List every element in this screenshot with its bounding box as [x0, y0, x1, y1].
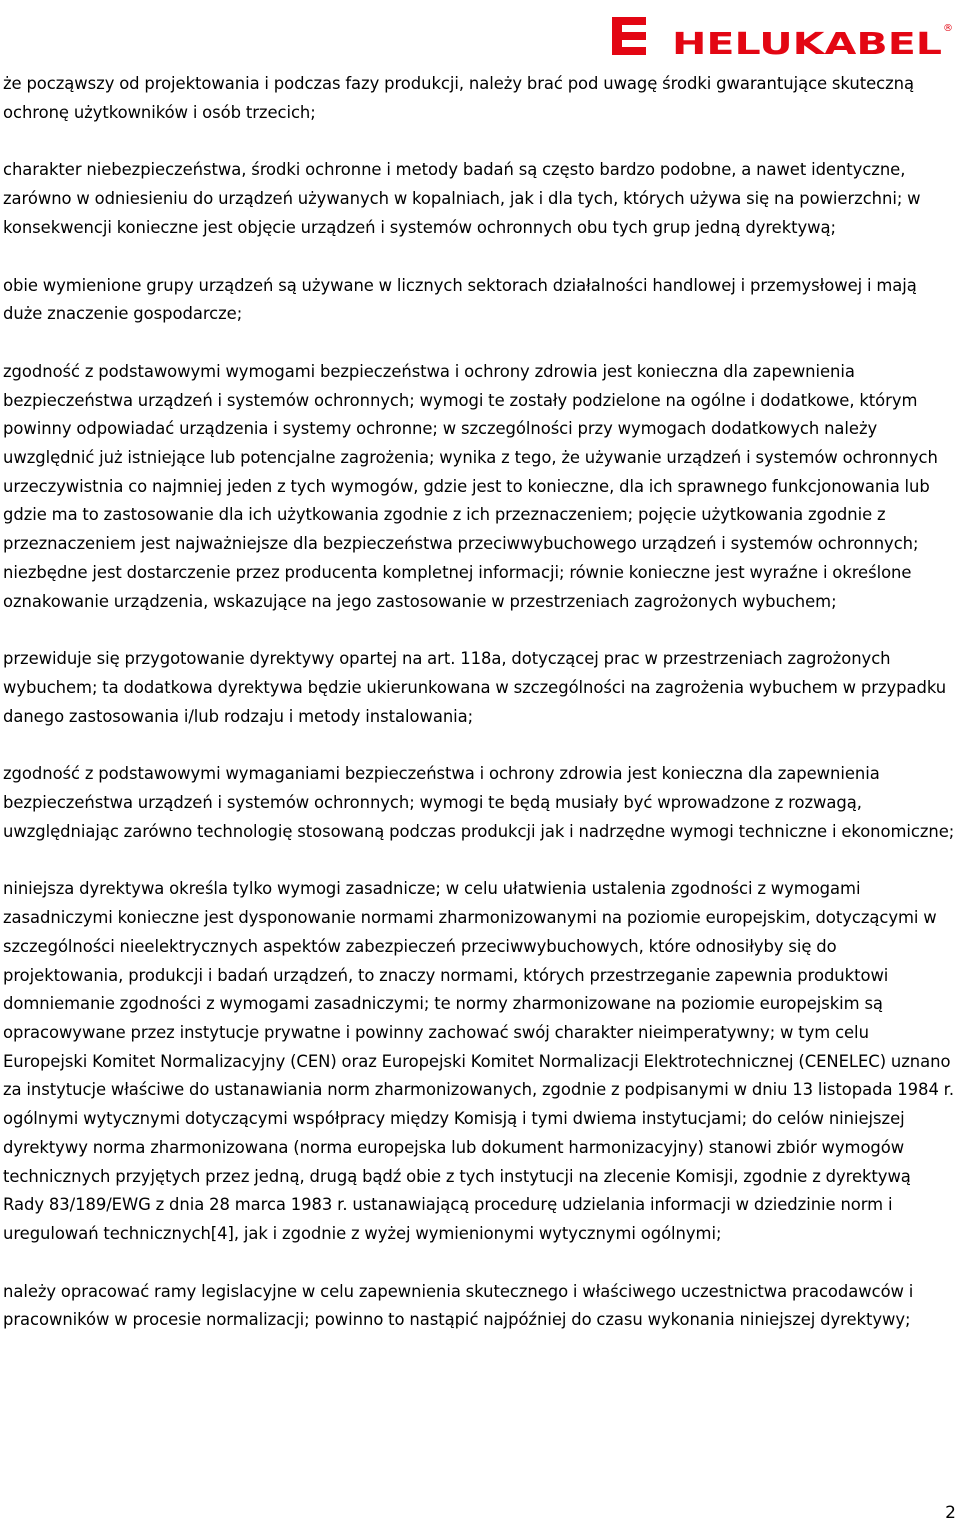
document-body	[3, 70, 955, 1364]
logo-wordmark: HELUKABEL	[672, 27, 942, 58]
paragraph-2: charakter niebezpieczeństwa, środki ochronne i metody badań są często bardzo podobne, a nawet identyczne, zarówno w odniesieniu do urządzeń używanych w kopalniach, jak i dla tych, których używa się na powierzchni; w konsekwencji konieczne jest objęcie urządzeń i systemów ochronnych obu tych grup jedną dyrektywą;	[3, 160, 921, 237]
helukabel-logo-graphic	[610, 16, 954, 58]
helukabel-logo	[610, 16, 954, 58]
page-number: 2	[945, 1503, 956, 1523]
paragraph-8: należy opracować ramy legislacyjne w celu zapewnienia skutecznego i właściwego uczestnictwa pracodawców i pracowników w procesie normalizacji; powinno to nastąpić najpóźniej do czasu wykonania niniejszej dyrektywy;	[3, 1281, 914, 1330]
registered-mark: ®	[943, 23, 953, 34]
paragraph-4: zgodność z podstawowymi wymogami bezpieczeństwa i ochrony zdrowia jest konieczna dla zapewnienia bezpieczeństwa urządzeń i systemów ochronnych; wymogi te zostały podzielone na ogólne i dodatkowe, którym powinny odpowiadać urządzenia i systemy ochronne; w szczególności przy wymogach dodatkowych należy uwzględnić już istniejące lub potencjalne zagrożenia; wynika z tego, że używanie urządzeń i systemów ochronnych urzeczywistnia co najmniej jeden z tych wymogów, gdzie jest to konieczne, dla ich sprawnego funkcjonowania lub gdzie ma to zastosowanie dla ich użytkowania zgodnie z ich przeznaczeniem; pojęcie użytkowania zgodnie z przeznaczeniem jest najważniejsze dla bezpieczeństwa przeciwwybuchowego urządzeń i systemów ochronnych; niezbędne jest dostarczenie przez producenta kompletnej informacji; równie konieczne jest wyraźne i określone oznakowanie urządzenia, wskazujące na jego zastosowanie w przestrzeniach zagrożonych wybuchem;	[3, 361, 938, 611]
paragraph-1: że począwszy od projektowania i podczas fazy produkcji, należy brać pod uwagę środki gwarantujące skuteczną ochronę użytkowników i osób trzecich;	[3, 74, 914, 122]
logo-emblem	[612, 17, 646, 55]
paragraph-6: zgodność z podstawowymi wymaganiami bezpieczeństwa i ochrony zdrowia jest konieczna dla zapewnienia bezpieczeństwa urządzeń i systemów ochronnych; wymogi te będą musiały być wprowadzone z rozwagą, uwzględniając zarówno technologię stosowaną podczas produkcji jak i nadrzędne wymogi techniczne i ekonomiczne;	[3, 764, 955, 841]
paragraph-3: obie wymienione grupy urządzeń są używane w licznych sektorach działalności handlowej i przemysłowej i mają duże znaczenie gospodarcze;	[3, 275, 917, 324]
paragraph-5: przewiduje się przygotowanie dyrektywy opartej na art. 118a, dotyczącej prac w przestrzeniach zagrożonych wybuchem; ta dodatkowa dyrektywa będzie ukierunkowana w szczególności na zagrożenia wybuchem w przypadku danego zastosowania i/lub rodzaju i metody instalowania;	[3, 649, 947, 726]
paragraph-7: niniejsza dyrektywa określa tylko wymogi zasadnicze; w celu ułatwienia ustalenia zgodności z wymogami zasadniczymi konieczne jest dysponowanie normami zharmonizowanymi na poziomie europejskim, dotyczącymi w szczególności nieelektrycznych aspektów zabezpieczeń przeciwwybuchowych, które odnosiłyby się do projektowania, produkcji i badań urządzeń, to znaczy normami, których przestrzeganie zapewnia produktowi domniemanie zgodności z wymogami zasadniczymi; te normy zharmonizowane na poziomie europejskim są opracowywane przez instytucje prywatne i powinny zachować swój charakter nieimperatywny; w tym celu Europejski Komitet Normalizacyjny (CEN) oraz Europejski Komitet Normalizacji Elektrotechnicznej (CENELEC) uznano za instytucje właściwe do ustanawiania norm zharmonizowanych, zgodnie z podpisanymi w dniu 13 listopada 1984 r. ogólnymi wytycznymi dotyczącymi współpracy między Komisją i tymi dwiema instytucjami; do celów niniejszej dyrektywy norma zharmonizowana (norma europejska lub dokument harmonizacyjny) stanowi zbiór wymogów technicznych przyjętych przez jedną, drugą bądź obie z tych instytucji na zlecenie Komisji, zgodnie z dyrektywą Rady 83/189/EWG z dnia 28 marca 1983 r. ustanawiającą procedurę udzielania informacji w dziedzinie norm i uregulowań technicznych[4], jak i zgodnie z wyżej wymienionymi wytycznymi ogólnymi;	[3, 879, 955, 1243]
